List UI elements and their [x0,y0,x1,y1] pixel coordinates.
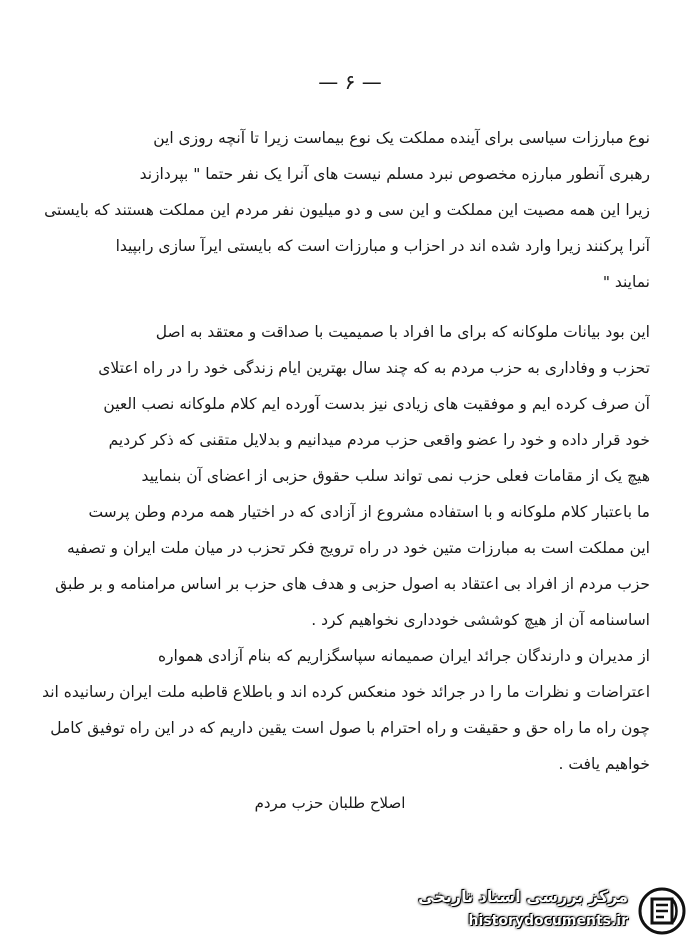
paragraph-1 [38,120,650,300]
watermark-title: مرکز بررسی اسناد تاریخی [418,887,628,906]
paragraph-2 [38,314,650,494]
text-line: هیچ یک از مقامات فعلی حزب نمی تواند سلب حقوق حزبی از اعضای آن بنمایید [141,467,650,485]
text-line: خود قرار داده و خود را عضو واقعی حزب مردم میدانیم و بدلایل متقنی که ذکر کردیم [108,431,650,449]
signature: اصلاح طلبان حزب مردم [254,794,406,812]
text-line: نمایند " [602,273,650,291]
text-line: این بود بیانات ملوکانه که برای ما افراد با صمیمیت با صداقت و معتقد به اصل [155,323,650,341]
watermark[interactable] [412,883,692,939]
paragraph-4 [38,638,650,782]
text-line: خواهیم یافت . [558,755,650,773]
text-line: آن صرف کرده ایم و موفقیت های زیادی نیز بدست آورده ایم کلام ملوکانه نصب العین [103,395,650,413]
paragraph-3 [38,494,650,638]
watermark-url[interactable]: historydocuments.ir [468,913,628,929]
archive-logo-icon [638,887,686,935]
text-line: تحزب و وفاداری به حزب مردم به که چند سال بهترین ایام زندگی خود را در راه اعتلای [98,359,650,377]
text-line: از مدیران و دارندگان جرائد ایران صمیمانه سپاسگزاریم که بنام آزادی همواره [157,647,650,665]
text-line: رهبری آنطور مبارزه مخصوص نبرد مسلم نیست های آنرا یک نفر حتما " بپردازند [139,165,650,183]
text-line: زیرا این همه مصیت این مملکت و این سی و دو میلیون نفر مردم این مملکت هستند که بایستی [44,201,650,219]
document-body [38,120,650,782]
text-line: اساسنامه آن از هیچ کوششی خودداری نخواهیم کرد . [311,611,650,629]
text-line: این مملکت است به مبارزات متین خود در راه ترویج فکر تحزب در میان ملت ایران و تصفیه [66,539,650,557]
text-line: اعتراضات و نظرات ما را در جرائد خود منعکس کرده اند و باطلاع قاطبه ملت ایران رسانیده اند [42,683,650,701]
text-line: آنرا پرکنند زیرا وارد شده اند در احزاب و مبارزات است که بایستی ایرآ سازی رابپیدا [115,237,650,255]
text-line: حزب مردم از افراد بی اعتقاد به اصول حزبی و هدف های حزب بر اساس مرامنامه و بر طبق [55,575,650,593]
text-line: ما باعتبار کلام ملوکانه و با استفاده مشروع از آزادی که در اختیار همه مردم وطن پرست [88,503,650,521]
text-line: چون راه ما راه حق و حقیقت و راه احترام با صول است یقین داریم که در این راه توفیق کامل [50,719,650,737]
page-number: — ۶ — [318,70,382,94]
text-line: نوع مبارزات سیاسی برای آینده مملکت یک نوع بیماست زیرا تا آنچه روزی این [153,129,650,147]
